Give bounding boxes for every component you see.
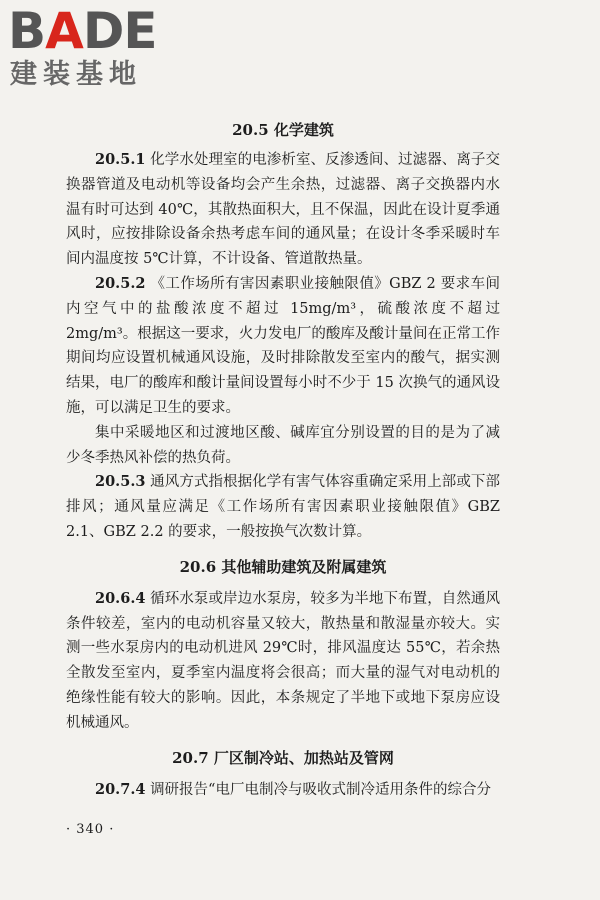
- clause-20-6-4: 20.6.4 循环水泵或岸边水泵房，较多为半地下布置，自然通风条件较差，室内的电动机容量又较大，散热量和散湿量亦较大。实测一些水泵房内的电动机进风 29℃时，排风温度达 55℃，若余热全散发至室内，夏季室内温度将会很高；而大量的湿气对电动机的绝缘性能有较大的影响。因此，本条规定了半地下或地下泵房应设机械通风。: [66, 589, 501, 731]
- clause-20-7-4: 20.7.4 调研报告“电厂电制冷与吸收式制冷适用条件的综合分: [95, 780, 491, 798]
- paragraph-acid-alkali: 集中采暖地区和过渡地区酸、碱库宜分别设置的目的是为了减少冬季热风补偿的热负荷。: [66, 424, 500, 466]
- page-number: · 340 ·: [66, 822, 115, 837]
- document-body: [66, 118, 500, 802]
- clause-20-5-3: 20.5.3 通风方式指根据化学有害气体容重确定采用上部或下部排风；通风量应满足《工作场所有害因素职业接触限值》GBZ 2.1、GBZ 2.2 的要求，一般按换气次数计算。: [66, 473, 501, 540]
- bade-logo: [8, 4, 178, 90]
- logo-subtitle: 建装基地: [10, 59, 142, 90]
- clause-20-5-2: 20.5.2 《工作场所有害因素职业接触限值》GBZ 2 要求车间内空气中的盐酸浓度不超过 15mg/m³，硫酸浓度不超过 2mg/m³。根据这一要求，火力发电厂的酸库及酸计量间在正常工作期间均应设置机械通风设施，及时排除散发至室内的酸气，据实测结果，电厂的酸库和酸计量间设置每小时不少于 15 次换气的通风设施，可以满足卫生的要求。: [66, 274, 500, 416]
- logo-wordmark: BADE: [8, 2, 157, 60]
- section-heading-20-7: 20.7 厂区制冷站、加热站及管网: [172, 748, 394, 767]
- section-heading-20-6: 20.6 其他辅助建筑及附属建筑: [179, 557, 387, 576]
- section-heading-20-5: 20.5 化学建筑: [232, 121, 334, 139]
- clause-20-5-1: 20.5.1 化学水处理室的电渗析室、反渗透间、过滤器、离子交换器管道及电动机等设备均会产生余热，过滤器、离子交换器内水温有时可达到 40℃，其散热面积大，且不保温，因此在设计夏季通风时，应按排除设备余热考虑车间的通风量；在设计冬季采暖时车间内温度按 5℃计算，不计设备、管道散热量。: [66, 151, 501, 268]
